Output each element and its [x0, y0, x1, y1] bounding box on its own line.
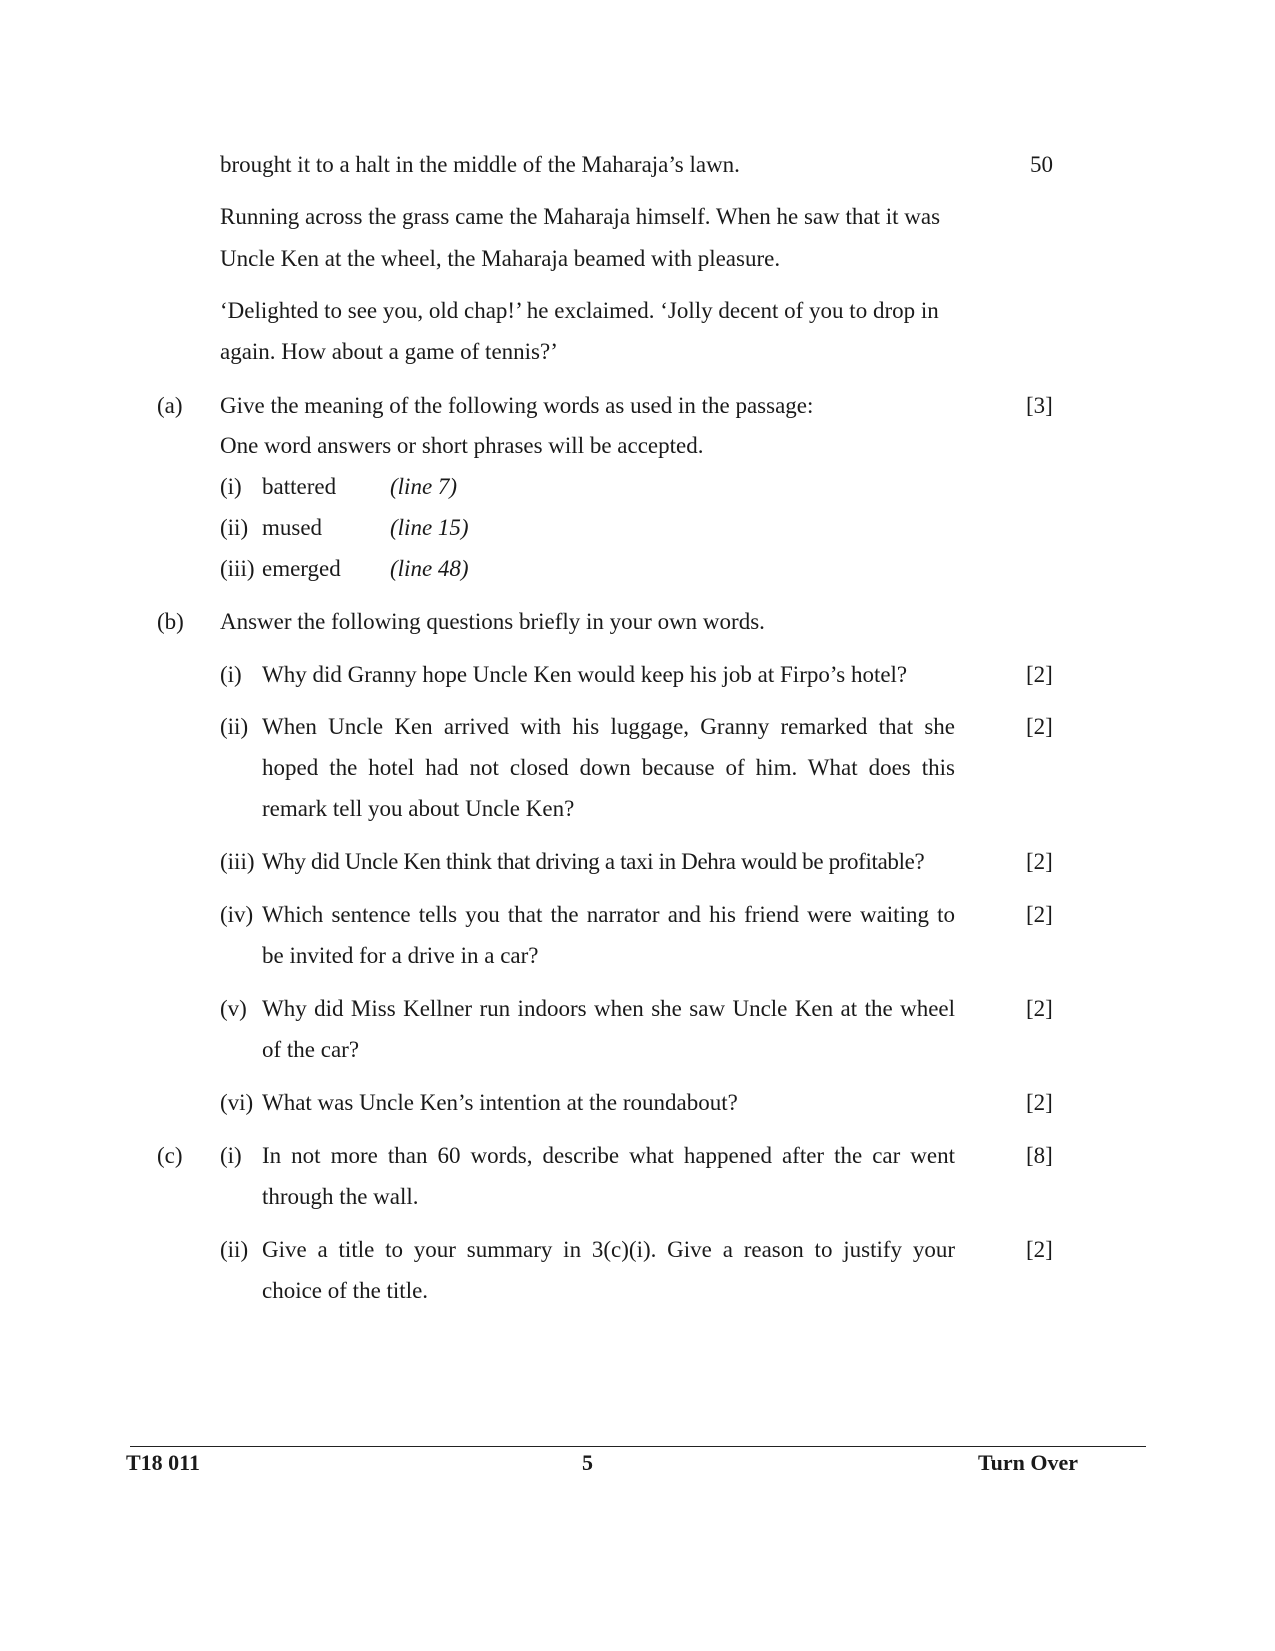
question-text: What was Uncle Ken’s intention at the roundabout?	[262, 1090, 738, 1115]
question-text: Why did Miss Kellner run indoors when she saw Uncle Ken at the wheel	[262, 996, 955, 1021]
subitem-number: (iii)	[220, 849, 255, 874]
subitem-number: (i)	[220, 474, 242, 499]
marks: [3]	[1026, 393, 1053, 418]
question-text: One word answers or short phrases will be accepted.	[220, 433, 704, 458]
marks: [2]	[1026, 1237, 1053, 1262]
paper-code: T18 011	[126, 1450, 200, 1475]
question-text: choice of the title.	[262, 1278, 429, 1303]
question-text: In not more than 60 words, describe what happened after the car went	[262, 1143, 955, 1168]
marks: [2]	[1026, 662, 1053, 687]
subitem-number: (iv)	[220, 902, 254, 927]
line-number: 50	[1030, 152, 1053, 177]
question-text: Why did Granny hope Uncle Ken would keep his job at Firpo’s hotel?	[262, 662, 908, 687]
question-label: (a)	[157, 393, 183, 418]
subitem-number: (v)	[220, 996, 247, 1021]
question-text: hoped the hotel had not closed down because of him. What does this	[262, 755, 955, 780]
subitem-number: (ii)	[220, 1237, 249, 1262]
question-text: When Uncle Ken arrived with his luggage, Granny remarked that she	[262, 714, 955, 739]
subitem-number: (iii)	[220, 556, 255, 581]
marks: [2]	[1026, 1090, 1053, 1115]
question-text: of the car?	[262, 1037, 360, 1062]
passage-line: Uncle Ken at the wheel, the Maharaja beamed with pleasure.	[220, 246, 781, 271]
question-text: Give the meaning of the following words as used in the passage:	[220, 393, 814, 418]
footer-divider	[130, 1446, 1146, 1447]
passage-line: ‘Delighted to see you, old chap!’ he exclaimed. ‘Jolly decent of you to drop in	[220, 298, 939, 323]
subitem-number: (vi)	[220, 1090, 254, 1115]
subitem-number: (i)	[220, 662, 242, 687]
marks: [2]	[1026, 902, 1053, 927]
line-reference: (line 15)	[390, 515, 469, 540]
question-text: through the wall.	[262, 1184, 419, 1209]
marks: [8]	[1026, 1143, 1053, 1168]
turn-over-label: Turn Over	[978, 1450, 1079, 1475]
vocab-word: battered	[262, 474, 337, 499]
question-label: (c)	[157, 1143, 183, 1168]
question-label: (b)	[157, 609, 184, 634]
vocab-word: mused	[262, 515, 323, 540]
question-text: Why did Uncle Ken think that driving a taxi in Dehra would be profitable?	[262, 849, 925, 874]
question-text: Which sentence tells you that the narrator and his friend were waiting to	[262, 902, 955, 927]
passage-line: again. How about a game of tennis?’	[220, 339, 558, 364]
marks: [2]	[1026, 849, 1053, 874]
question-text: be invited for a drive in a car?	[262, 943, 539, 968]
vocab-word: emerged	[262, 556, 341, 581]
subitem-number: (ii)	[220, 515, 249, 540]
marks: [2]	[1026, 996, 1053, 1021]
question-text: Give a title to your summary in 3(c)(i). Give a reason to justify your	[262, 1237, 955, 1262]
marks: [2]	[1026, 714, 1053, 739]
subitem-number: (i)	[220, 1143, 242, 1168]
line-reference: (line 7)	[390, 474, 458, 499]
line-reference: (line 48)	[390, 556, 469, 581]
page-number: 5	[582, 1450, 593, 1475]
passage-line: brought it to a halt in the middle of the Maharaja’s lawn.	[220, 152, 740, 177]
question-text: Answer the following questions briefly in your own words.	[220, 609, 765, 634]
passage-line: Running across the grass came the Maharaja himself. When he saw that it was	[220, 204, 941, 229]
subitem-number: (ii)	[220, 714, 249, 739]
question-text: remark tell you about Uncle Ken?	[262, 796, 575, 821]
